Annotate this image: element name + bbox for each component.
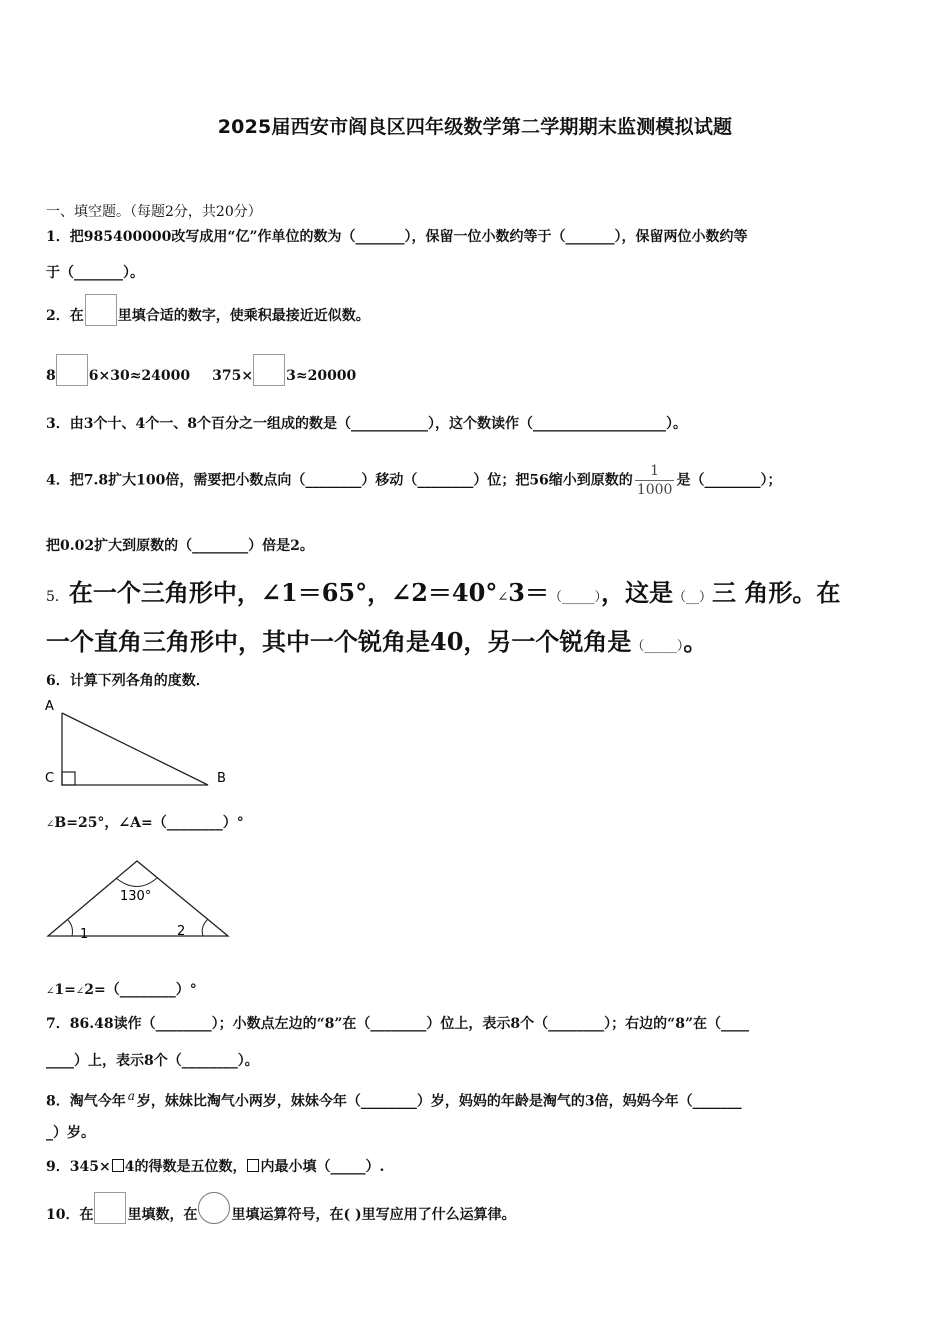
question-5-text-f: 。 <box>683 627 708 656</box>
question-5-text-c: ，这是 <box>600 578 673 607</box>
eq1-part-a: 8 <box>46 368 56 384</box>
question-10 <box>46 1205 516 1225</box>
angle-1-label: 1 <box>80 927 89 942</box>
answer-box[interactable] <box>253 354 285 386</box>
square-icon <box>112 1159 124 1172</box>
variable-a: a <box>127 1089 135 1103</box>
eq2-part-a: 375× <box>212 368 254 384</box>
vertex-c-label: C <box>45 771 55 786</box>
question-7-line-2: ____）上，表示8个（________）。 <box>46 1053 259 1069</box>
question-9-text-a: 9．345× <box>46 1159 111 1175</box>
section-heading <box>46 202 262 222</box>
question-5-text-e: 一个直角三角形中，其中一个锐角是40，另一个锐角是 <box>46 627 632 656</box>
question-5-line-1 <box>46 578 840 613</box>
section-heading-text: 一、填空题。（每题2分，共20分） <box>46 204 262 220</box>
blank-2: （__） <box>672 590 712 605</box>
question-4-text-b: 是（________）； <box>676 472 782 489</box>
question-5-line-2 <box>46 627 707 662</box>
question-5-text-a: 在一个三角形中，∠1＝65°，∠2＝40° <box>68 578 498 607</box>
eq1-part-b: 6×30≈24000 <box>88 368 191 384</box>
question-6-answer-2 <box>46 980 197 1002</box>
question-4-line-1 <box>46 462 781 499</box>
operator-circle[interactable] <box>198 1192 230 1224</box>
fraction-numerator: 1 <box>635 462 675 481</box>
fraction-denominator: 1000 <box>636 482 673 498</box>
obtuse-triangle-figure <box>40 855 240 945</box>
answer-box[interactable] <box>85 294 117 326</box>
question-4-text-a: 4．把7.8扩大100倍，需要把小数点向（________）移动（________）位；把56缩小到原数的 <box>46 472 633 489</box>
answer-box[interactable] <box>56 354 88 386</box>
question-10-text-b: 里填数，在 <box>127 1207 198 1223</box>
question-8-text-b: 岁，妹妹比淘气小两岁，妹妹今年（________）岁，妈妈的年龄是淘气的3倍，妈妈今年（_______ <box>136 1093 742 1110</box>
right-angle-mark <box>62 772 75 785</box>
blank-3: （_____） <box>631 639 684 654</box>
question-8-text-a: 8．淘气今年 <box>46 1093 126 1110</box>
question-2-prompt <box>46 306 370 326</box>
question-2-text-b: 里填合适的数字，使乘积最接近近似数。 <box>117 308 370 324</box>
question-5-number: 5． <box>46 589 69 605</box>
angle-symbol: ∠ <box>497 590 509 605</box>
question-8-line-1 <box>46 1086 742 1112</box>
question-8-line-2: _）岁。 <box>46 1125 95 1141</box>
vertex-a-label: A <box>45 699 54 714</box>
question-1-line-2: 于（_______）。 <box>46 265 144 281</box>
vertex-b-label: B <box>217 771 226 786</box>
question-1-line-1: 1．把985400000改写成用“亿”作单位的数为（_______），保留一位小数约等于（_______），保留两位小数约等 <box>46 229 748 245</box>
angle-1-arc <box>68 920 73 936</box>
angle-symbol: ∠ <box>75 986 85 997</box>
blank-1: （_____） <box>548 590 601 605</box>
angle-2-label: 2 <box>177 924 186 939</box>
question-7-line-1: 7．86.48读作（________）；小数点左边的“8”在（________）位上，表示8个（________）；右边的“8”在（____ <box>46 1016 750 1032</box>
angle-2-arc <box>202 919 208 936</box>
page-title: 2025届西安市阎良区四年级数学第二学期期末监测模拟试题 <box>217 116 733 138</box>
question-2-equations <box>46 366 356 386</box>
question-9-text-c: 内最小填（_____）. <box>260 1159 385 1175</box>
triangle-abc <box>62 713 208 785</box>
question-10-text-c: 里填运算符号，在( )里写应用了什么运算律。 <box>231 1207 516 1223</box>
question-5-text-d: 三 角形。在 <box>711 578 841 607</box>
top-angle-label: 130° <box>120 889 152 904</box>
question-6-title: 6．计算下列各角的度数． <box>46 673 210 689</box>
answer-2-text-b: 2=（________）° <box>84 982 197 998</box>
question-9-text-b: 4的得数是五位数， <box>124 1159 247 1175</box>
question-9 <box>46 1157 384 1177</box>
angle-symbol: ∠ <box>46 819 55 830</box>
question-6-answer-1 <box>46 813 244 835</box>
number-box[interactable] <box>94 1192 126 1224</box>
angle-symbol: ∠ <box>46 986 55 997</box>
question-4-line-2: 把0.02扩大到原数的（________）倍是2。 <box>46 538 314 554</box>
question-2-text-a: 2．在 <box>46 308 84 324</box>
fraction-one-thousandth <box>635 462 675 499</box>
question-10-text-a: 10．在 <box>46 1207 94 1223</box>
right-triangle-figure <box>40 695 240 795</box>
eq2-part-b: 3≈20000 <box>286 368 357 384</box>
square-icon <box>247 1159 259 1172</box>
answer-2-text-a: 1= <box>54 982 76 998</box>
question-5-text-b: 3＝ <box>508 578 549 607</box>
question-3: 3．由3个十、4个一、8个百分之一组成的数是（___________），这个数读作（___________________）。 <box>46 416 687 432</box>
top-angle-arc <box>116 878 157 887</box>
answer-1-text: B=25°，∠A=（________）° <box>54 815 244 831</box>
